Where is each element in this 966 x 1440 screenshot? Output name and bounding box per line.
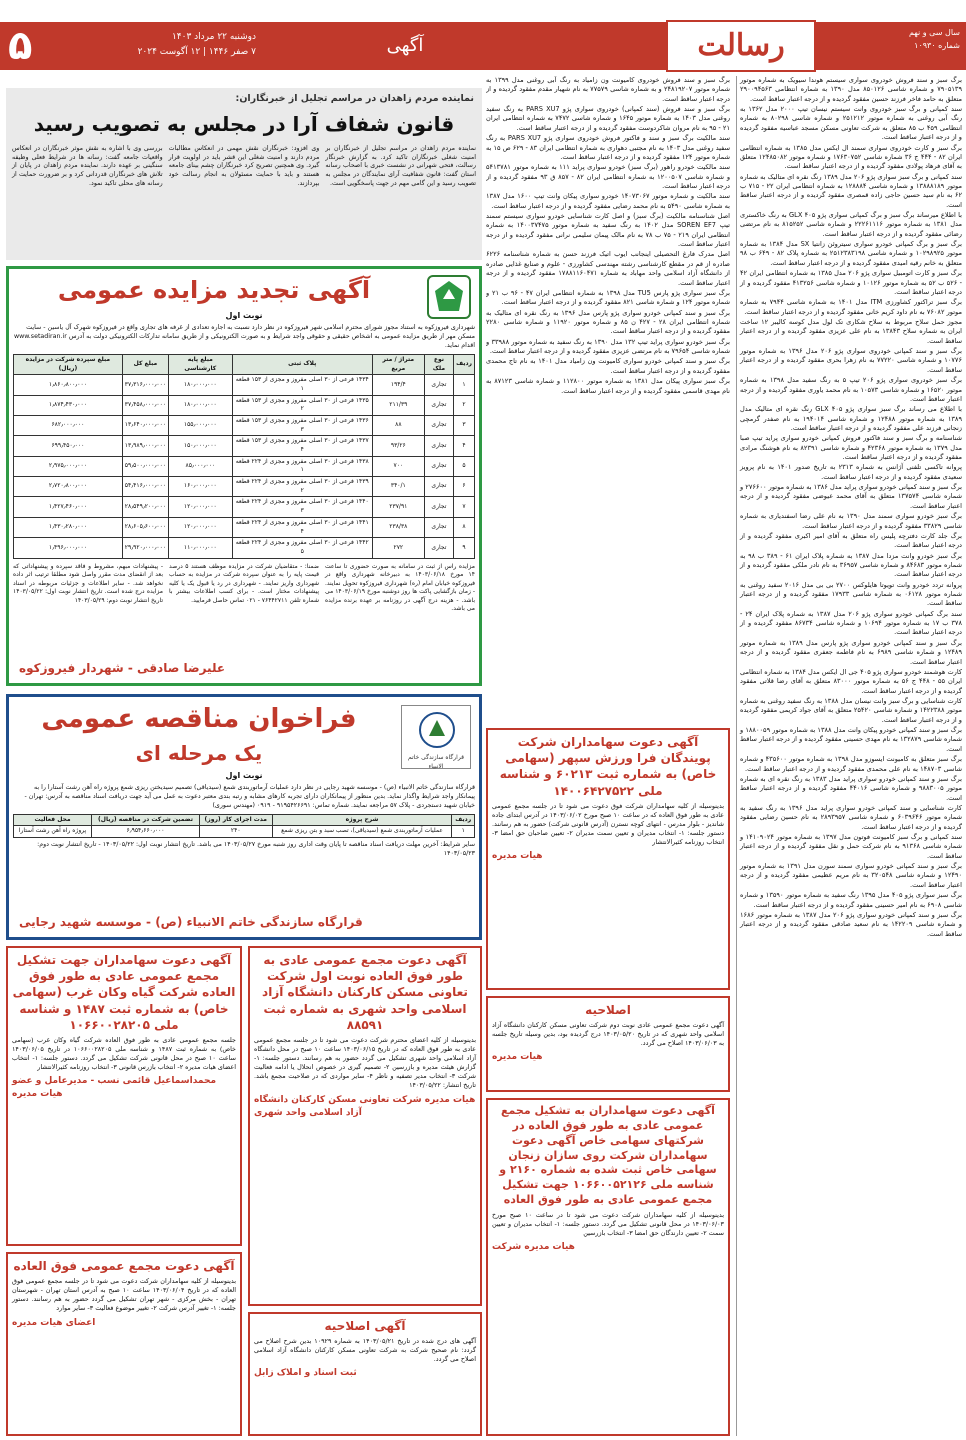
auction-table-cell: ۱۴۳۶ فرعی از ۳۰ اصلی مفروز و مجزی از ۱۵۳ قطعه ۳ xyxy=(232,415,372,435)
auction-notice xyxy=(6,266,482,686)
auction-table-cell: ۱۴۴۰ فرعی از ۳۰ اصلی مفروز و مجزی از ۲۲۴ قطعه ۳ xyxy=(232,497,372,517)
tender-table-cell: عملیات آرماتوربندی شمع (سیدیاقی)، تصب سبد و بتن ریزی شمع xyxy=(272,826,452,838)
auction-table-header: مبلغ کل xyxy=(122,354,168,374)
auction-table-cell: ۱۵۰٫۰۰۰٫۰۰۰ xyxy=(169,436,232,456)
classified-notice: سند کمپانی و برگ سبز کامیونت فوتون مدل ۱۳۹۷ به شماره موتور ۱۴۱۰۹۰۲۴ و شماره شاسی ۹۱۳۶۸ به نام شرکت حمل و نقل مفقود گردیده و از درجه اعتبار ساقط است. xyxy=(740,833,962,860)
auction-table-cell: تجاری xyxy=(424,415,453,435)
auction-table-cell: ۱ xyxy=(454,375,475,395)
classified-notice: برگ سبز و سند کمپانی خودرو سواری سمند سورن مدل ۱۳۹۱ به شماره موتور ۱۲۴۹۰ و شماره شاسی ۳۲۰۵۴۸ به نام مریم عظیمی مفقود گردیده و از درجه اعتبار ساقط است. xyxy=(740,862,962,889)
classified-notice: برگ سبز و کارت اتومبیل سواری پژو ۲۰۶ مدل ۱۳۸۵ به شماره انتظامی ایران ۴۲ - ۵۲۶ ب ۵۲ به شماره موتور ۱۰۱۲۶ و شماره شاسی ۴۱۳۲۵۶ مفقود گردیده و از درجه اعتبار ساقط است. xyxy=(740,269,962,296)
page-number: ۵ xyxy=(8,23,33,69)
auction-table-cell: ۷ xyxy=(454,497,475,517)
classified-notice: برگ سبز خودرو سواری پراید تیپ ۱۳۲ مدل ۱۳۹۰ به رنگ سفید به شماره موتور ۳۳۹۸۸ و شماره شاسی ۷۹۶۵۴ به نام مرتضی عزیزی مفقود گردیده و از درجه اعتبار ساقط است. xyxy=(486,337,730,356)
auction-table-cell: ۱۶۰٫۰۰۰٫۰۰۰ xyxy=(169,477,232,497)
auction-table-header: متراژ / متر مربع xyxy=(372,354,424,374)
auction-table-header: ردیف xyxy=(454,354,475,374)
article-column: نماینده مردم زاهدان در مراسم تجلیل از خبرنگاران بر امنیت شغلی خبرنگاران تاکید کرد. به گزارش خبرنگار رسالت، فتحی شهرانی در نشست خبری با اصحاب رسانه استان گفت: قانون شفافیت آرای نمایندگان در مجلس به تصویب رسید و این گامی مهم در جهت پاسخگویی است. xyxy=(325,144,476,188)
article-column: وی افزود: خبرنگاران نقش مهمی در انعکاس مطالبات مردم دارند و امنیت شغلی این قشر باید در اولویت قرار گیرد. وی همچنین تصریح کرد خبرنگاران چشم بینای جامعه هستند و باید با حمایت مسئولان به انجام رسالت خود بپردازند. xyxy=(168,144,320,188)
classified-notice: برگ سبز و سند کمپانی خودرو سواری پراید مدل ۱۳۸۳ به رنگ نقره ای به شماره موتور ۹۸۸۳۰۰۵ و شماره شاسی ۴۴۰۱۶ مفقود گردیده و از درجه اعتبار ساقط است. xyxy=(740,774,962,802)
classified-notice: برگ سبز سواری پیکان مدل ۱۳۸۱ به شماره موتور ۱۱۲۸۰۰ و شماره شاسی ۸۷۱۲۳ به نام مهدی قاسمی مفقود گردیده و از درجه اعتبار ساقط است. xyxy=(486,377,730,395)
classified-notice: با اطلاع میرساند برگ سبز و برگ کمپانی سواری پژو ۴۰۵ GLX به رنگ خاکستری مدل ۱۳۸۱ به شماره موتور ۲۲۲۶۱۱۱۶ و شماره شاسی ۸۱۵۲۵۲ به نام مرتضی رضائی مفقود گردیده و از درجه اعتبار ساقط است. xyxy=(740,211,962,238)
auction-table-cell: ۸ xyxy=(454,517,475,537)
auction-table-cell: ۵۹٫۵۰۰٫۰۰۰٫۰۰۰ xyxy=(122,456,168,476)
auction-table-row xyxy=(14,456,475,476)
ad-zanjan-road xyxy=(486,1098,730,1436)
auction-table-cell: ۱۴۳۸ فرعی از ۳۰ اصلی مفروز و مجزی از ۲۲۴ قطعه ۱ xyxy=(232,456,372,476)
auction-table-cell: ۱۳٫۹۸۹٫۰۰۰٫۰۰۰ xyxy=(122,436,168,456)
masthead-date-block xyxy=(8,24,258,68)
tender-round: نوبت اول xyxy=(225,770,263,780)
ad-body: بدینوسیله از کلیه سهامداران شرکت فوق دعوت می شود تا در جلسه مجمع عمومی عادی به طور فوق العاده که در ساعت ۱۰ صبح مورخ ۱۴۰۳/۰۶/۰۲ در آدرس ابتدای جاده شاندیز - بلوار مدرس - انتهای کوچه نسترن (آدرس قانونی شرکت) حضور به هم رسانند. دستور جلسه: ۱- انتخاب مدیران و تعیین سمت مدیران ۲- تعیین صاحبان حق امضا ۳- انتخاب روزنامه کثیرالانتشار xyxy=(492,801,724,847)
tender-table-header: مدت اجرای کار (روز) xyxy=(199,814,272,826)
auction-table-cell: ۶۹۹٫۴۵۰٫۰۰۰ xyxy=(14,436,123,456)
date-line-1: دوشنبه ۲۲ مرداد ۱۴۰۳ xyxy=(171,32,256,42)
auction-table-cell: ۳۴۰/۱ xyxy=(372,477,424,497)
auction-table-row xyxy=(14,538,475,558)
auction-table-row xyxy=(14,517,475,537)
auction-note: - پیشنهادات مبهم، مشروط و فاقد سپرده و پیشنهاداتی که بعد از انقضای مدت مقرر واصل شود مطلقا ترتیب اثر داده نخواهد شد. - سایر اطلاعات و جزئیات مربوطه در اسناد مزایده درج شده است. تاریخ انتشار نوبت اول: ۱۴۰۳/۰۵/۲۲ تاریخ انتشار نوبت دوم: ۱۴۰۳/۰۵/۲۹ xyxy=(13,562,163,604)
auction-table-cell: ۱۱۰٫۰۰۰٫۰۰۰ xyxy=(169,538,232,558)
ad-title: آگهی دعوت سهامداران شرکت پویندگان فرا ورزش سپهر (سهامی خاص) به شماره ثبت ۶۰۲۱۳ و شناسه ملی ۱۴۰۰۶۴۲۷۵۲۲ xyxy=(499,735,717,798)
ad-signature: هیات مدیره xyxy=(492,851,543,862)
ad-extraordinary-meeting xyxy=(6,1252,242,1436)
tender-title: فراخوان مناقصه عمومی xyxy=(41,704,357,734)
auction-table-cell: ۸۵٫۰۰۰٫۰۰۰ xyxy=(169,456,232,476)
issue-info xyxy=(820,26,960,52)
classified-notice: سند برگ کمپانی خودرو سواری پژو ۲۰۶ مدل ۱۳۸۷ به شماره پلاک ایران ۲۴ - ۳۷۸ ب ۱۷ به شماره موتور ۱۰۶۹۴ و شماره شاسی ۸۶۷۳۴ مفقود گردیده و از درجه اعتبار ساقط است. xyxy=(740,609,962,637)
classified-notice: سند مالکیت برگ سبز و سند و فاکتور فروش خودروی سواری پژو PARS XU7 به رنگ سفید روغنی مدل ۱۴۰۳ به نام مجتبی دهواری به شماره انتظامی ایران ۸۳ - ۶۲۹ ص ۱۵ به شماره موتور ۱۲۴ مفقود گردیده و از درجه اعتبار ساقط است. xyxy=(486,134,730,161)
masthead xyxy=(0,0,966,74)
auction-table-cell: تجاری xyxy=(424,436,453,456)
ad-body: آگهی دعوت مجمع عمومی عادی نوبت دوم شرکت تعاونی مسکن کارکنان دانشگاه آزاد اسلامی واحد شهری که در تاریخ ۱۴۰۳/۰۵/۲۰ درج گردیده بود، بدین وسیله تاریخ جلسه به ۱۴۰۳/۰۶/۰۳ اصلاح می گردد. xyxy=(492,1021,724,1048)
classified-notice: برگ سبز و کارت خودروی سواری سمند ال ایکس مدل ۱۳۸۵ به شماره انتظامی ایران ۸۲ - ۴۴۴ ج ۳۶ شماره شاسی ۱۷۶۳۰۷۵۲ و شماره موتور ۱۲۴۸۵۰۸۲ متعلق به آقای فرهاد پولادی مفقود گردیده و از درجه اعتبار ساقط است. xyxy=(740,143,962,171)
auction-table-row xyxy=(14,497,475,517)
ad-body: جلسه مجمع عمومی عادی به طور فوق العاده شرکت گیاه وکان غرب (سهامی خاص) به شماره ثبت ۱۴۸۷ و شناسه ملی ۱۰۶۶۰۰۲۸۲۰۵ در تاریخ ۱۴۰۳/۰۶/۰۵ ساعت ۱۰ صبح در محل قانونی شرکت تشکیل می گردد. دستور جلسه: ۱- انتخاب اعضای هیات مدیره ۲- انتخاب بازرس قانونی ۳- انتخاب روزنامه کثیرالانتشار xyxy=(12,1035,236,1072)
auction-note: ضمنا: - متقاضیان شرکت در مزایده موظف هستند ۵ درصد قیمت پایه را به عنوان سپرده شرکت در مزایده به حساب شهرداری واریز نمایند. - شهرداری در رد یا قبول یک یا کلیه پیشنهادات مختار است. - برای کسب اطلاعات بیشتر با شماره تلفن ۷۶۴۴۲۷۱۱ - ۰۲۱ تماس حاصل فرمایید. xyxy=(169,562,319,604)
auction-table-cell: ۲۳۸/۳۸ xyxy=(372,517,424,537)
classified-notice: سند کمپانی و برگ سبز خودروی وانت سیستم نیسان تیپ ۲۰۰۰ مدل ۱۳۶۲ به رنگ آبی روغنی به شماره موتور ۲۵۱۲۱۲ و شماره شاسی ۸۰۲۹۸ به شماره انتظامی ۴۵۹ ب ۸۵ متعلق به شرکت تعاونی مسکن مسجد عباسیه مفقود گردیده و از درجه اعتبار ساقط است. xyxy=(740,105,962,142)
auction-table-header: مبلغ سپرده شرکت در مزایده (ریال) xyxy=(14,354,123,374)
auction-table-cell: تجاری xyxy=(424,456,453,476)
auction-signature: علیرضا صادقی - شهردار فیروزکوه xyxy=(19,660,226,675)
auction-table xyxy=(13,354,475,559)
ad-body: بدینوسیله از کلیه اعضای محترم شرکت دعوت می شود تا در جلسه مجمع عمومی عادی به طور فوق العاده که در تاریخ ۱۴۰۳/۰۶/۱۵ ساعت ۱۰ صبح در محل دانشگاه آزاد اسلامی واحد شهری تشکیل می گردد حضور به هم رسانند. دستور جلسه: ۱- گزارش هیئت مدیره و بازرسین ۲- تصمیم گیری در خصوص انحلال یا ادامه فعالیت شرکت ۳- انتخاب مدیر تصفیه و ناظر ۴- سایر مواردی که در صلاحیت مجمع باشد. تاریخ انتشار: ۱۴۰۳/۰۵/۲۲ xyxy=(254,1035,477,1090)
tender-table-header: شرح پروژه xyxy=(272,814,452,826)
auction-note: مزایده راس از ثبت در سامانه به صورت حضوری تا ساعت ۱۴ مورخ ۱۴۰۳/۰۶/۱۸ به دبیرخانه شهرداری واقع در فیروزکوه خیابان امام (ره) شهرداری فیروزکوه تحویل نمایند. - زمان بازگشایی پاکت ها روز دوشنبه مورخ ۱۴۰۳/۰۶/۱۹ می باشد. - هزینه درج آگهی در روزنامه بر عهده برنده مزایده می باشد. xyxy=(325,562,475,613)
ad-title: آگهی دعوت مجمع عمومی عادی به طور فوق العاده نوبت اول شرکت تعاونی مسکن کارکنان دانشگاه آزاد اسلامی واحد شهری به شماره ثبت ۸۸۵۹۱ xyxy=(262,953,468,1032)
auction-table-cell: ۱۴۳۷ فرعی از ۳۰ اصلی مفروز و مجزی از ۱۵۳ قطعه ۴ xyxy=(232,436,372,456)
classified-notice: شناسنامه و برگ سبز و سند فاکتور فروش کمپانی خودرو سواری پراید تیپ صبا مدل ۱۳۷۹ به شماره موتور ۴۲۳۶۸ و شماره شاسی ۸۲۳۹۱ به نام هوشنگ مرادی مفقود گردیده و از درجه اعتبار ساقط است. xyxy=(740,434,962,462)
ad-body: بدینوسیله از کلیه سهامداران شرکت دعوت می شود تا در جلسه مجمع عمومی فوق العاده که در تاریخ ۱۴۰۳/۰۶/۰۴ ساعت ۱۰ صبح به آدرس استان تهران - شهرستان تهران - بخش مرکزی - شهر تهران تشکیل می گردد حضور به هم رسانند. دستور جلسه: ۱- تغییر آدرس شرکت ۲- تغییر موضوع فعالیت ۳- سایر موارد xyxy=(12,1277,236,1313)
classified-notice: برگ سبز خودروی سواری پژو ۲۰۶ تیپ ۵ به رنگ سفید مدل ۱۳۹۸ به شماره موتور ۱۶۵۲۰ و شماره شاسی ۱۰۵۷۳ به نام محمد یاوری مفقود گردیده و از درجه اعتبار ساقط است. xyxy=(740,376,962,403)
auction-table-cell: ۵۴٫۴۱۶٫۰۰۰٫۰۰۰ xyxy=(122,477,168,497)
auction-table-cell: ۲۷۲ xyxy=(372,538,424,558)
ad-body: آگهی های درج شده در تاریخ ۱۴۰۳/۰۵/۲۱ به شماره ۱۰۹۲۹ بدین شرح اصلاح می گردد: نام صحیح شرکت به شرکت تعاونی مسکن کارکنان دانشگاه آزاد اسلامی اصلاح می گردد. xyxy=(254,1337,476,1364)
classified-notice: سند مالکیت خودرو راهور (برگ سبز) خودرو سواری پراید ۱۱۱ به شماره موتور ۵۴۱۳۷۸۱ و شماره شاسی ۱۲۰۰۵۰۷ به شماره انتظامی ایران ۸۲ - ۸۵۷ ق ۹۳ مفقود گردیده و از درجه اعتبار ساقط است. xyxy=(486,163,730,190)
auction-table-row xyxy=(14,415,475,435)
classified-notice: سند مالکیت و شماره موتور ۱۴۰۷۳۰۶۷ خودرو سواری پیکان وانت تیپ ۱۶۰۰ مدل ۱۳۸۷ به شماره شاسی ۵۴۹۰ به نام محمد رضایی مفقود گردیده و از درجه اعتبار ساقط است. xyxy=(486,192,730,210)
ad-body: بدینوسیله از کلیه سهامداران شرکت دعوت می شود تا در ساعت ۱۰ صبح مورخ ۱۴۰۳/۰۶/۰۳ در محل قانونی تشکیل می گردد. دستور جلسه: ۱- انتخاب مدیران و تعیین سمت ۲- تعیین دارندگان حق امضا ۳- انتخاب بازرسین xyxy=(492,1210,724,1238)
auction-intro: شهرداری فیروزکوه به استناد مجوز شورای محترم اسلامی شهر فیروزکوه در نظر دارد نسبت به اجاره تعدادی از غرفه های تجاری واقع در فیروزکوه شهرک آل یاسین - سایت مسکن مهر از طریق مزایده عمومی به اشخاص حقیقی و حقوقی واجد شرایط و به صورت الکترونیکی و از طریق سامانه تدارکات الکترونیکی دولت به آدرس www.setadiran.ir اقدام نماید. xyxy=(13,324,475,350)
auction-table-cell: ۲۳۷/۹۱ xyxy=(372,497,424,517)
masthead-dates xyxy=(66,30,256,60)
ad-signature: هیات مدیره xyxy=(492,1052,543,1063)
auction-table-cell: ۲۸٫۶۰۵٫۶۰۰٫۰۰۰ xyxy=(122,517,168,537)
tender-table-header: ردیف xyxy=(452,814,475,826)
tender-table xyxy=(13,814,475,838)
ad-title: آگهی دعوت سهامداران به تشکیل مجمع عمومی عادی به طور فوق العاده در شرکتهای سهامی خاص آگهی دعوت سهامداران شرکت روی سازان زنجان سهامی خاص ثبت شده به شماره ۲۱۶۰ و شناسه ملی ۱۰۶۶۰۰۵۲۱۲۶ جهت تشکیل مجمع عمومی عادی به طور فوق العاده xyxy=(499,1104,717,1207)
classifieds-middle-column xyxy=(486,76,730,841)
auction-table-row xyxy=(14,436,475,456)
tender-table-header: تضمین شرکت در مناقصه (ریال) xyxy=(92,814,200,826)
classified-notice: اصل شناسنامه مالکیت (برگ سبز) و اصل کارت شناسایی خودرو سواری سیستم سمند تیپ SOREN EF7 مدل ۱۴۰۲ به رنگ سفید به شماره موتور ۱۴۰۰۳۷۴۷۵ به شماره انتظامی ایران ۲۱۹ - ۷۵ ب ۷۸ به نام مالک پیمان سلیمی نرانی مفقود گردیده و از درجه اعتبار ساقط است. xyxy=(486,212,730,249)
auction-table-cell: ۶۸۲٫۰۰۰٫۰۰۰ xyxy=(14,415,123,435)
issue-number: شماره ۱۰۹۳۰ xyxy=(914,41,960,50)
ad-giah-vakan xyxy=(6,946,242,1246)
auction-table-cell: ۱۹۴/۴ xyxy=(372,375,424,395)
auction-table-row xyxy=(14,395,475,415)
classified-notice: برگ سبز خودرو وانت مزدا مدل ۱۳۸۷ به شماره پلاک ایران ۶۱ - ۳۸۹ ب ۹۸ به شماره موتور ۸۴۶۸۳ و شماره شاسی ۳۶۹۵۷ به نام نادر ملکی مفقود گردیده و از درجه اعتبار ساقط است. xyxy=(740,551,962,579)
auction-table-cell: ۳۷٫۳۱۶٫۰۰۰٫۰۰۰ xyxy=(122,375,168,395)
classified-notice: برگ سبز و سند فروش (سند کمپانی) خودروی سواری پژو PARS XU7 به رنگ سفید روغنی مدل ۱۴۰۳ به شماره موتور ۱۶۴۵ و شماره شاسی ۷۴۷۲ به شماره انتظامی ایران ۲۱ - ۹۵ به نام مروان شاکردوست مفقود گردیده و از درجه اعتبار ساقط است. xyxy=(486,105,730,132)
tender-table-cell: ۲۴۰ xyxy=(199,826,272,838)
classified-notice: کارت شناسایی و برگ سبز وانت نیسان مدل ۱۳۸۸ به رنگ سفید روغنی به شماره موتور ۱۴۲۲۳۸۸ و شماره شاسی ۲۵۴۲۰ متعلق به آقای جواد کریمی مفقود گردیده و از درجه اعتبار ساقط است. xyxy=(740,697,962,724)
auction-table-cell: ۲٫۹۷۵٫۰۰۰٫۰۰۰ xyxy=(14,456,123,476)
khatam-emblem-icon xyxy=(401,705,471,769)
classified-notice: برگ سبز و سند کمپانی خودرو سواری پژو پارس مدل ۱۳۹۶ به رنگ نقره ای متالیک به شماره انتظامی ایران ۲۸ - ۴۲۷ ن ۸۵ و شماره موتور ۱۱۹۲۰ و شماره شاسی ۲۲۸۰ مفقود گردیده و از درجه اعتبار ساقط است. xyxy=(486,308,730,336)
auction-table-cell: ۷۰۰ xyxy=(372,456,424,476)
emblem-caption: قرارگاه سازندگی خاتم الانبیاء xyxy=(407,754,464,770)
classified-notice: پروانه تردد خودرو وانت تویوتا هایلوکس ۲۷۰۰ بی بی مدل ۲۰۱۶ سفید روغنی به شماره موتور ۰۶۱۲۸ به شماره شاسی ۱۷۹۳۳ مفقود گردیده و از درجه اعتبار ساقط است. xyxy=(740,580,962,608)
auction-table-cell: ۲٫۷۲۰٫۸۰۰٫۰۰۰ xyxy=(14,477,123,497)
tender-signature: قرارگاه سازندگی خاتم الانبیاء (ص) - موسسه شهید رجایی xyxy=(19,914,363,929)
ad-signature: هیات مدیره شرکت تعاونی مسکن کارکنان دانشگاه آزاد اسلامی واحد شهری xyxy=(254,1094,476,1118)
article-subtitle: نماینده مردم زاهدان در مراسم تجلیل از خبرنگاران: xyxy=(235,93,474,104)
date-line-2: ۷ صفر ۱۴۴۶ | ۱۲ آگوست ۲۰۲۴ xyxy=(137,47,256,57)
auction-table-cell: ۱۲۰٫۰۰۰٫۰۰۰ xyxy=(169,517,232,537)
classified-notice: سند کمپانی و برگ سبز سواری پژو ۲۰۶ مدل ۱۳۸۹ رنگ نقره ای متالیک به شماره موتور ۱۳۸۸۸۱۸۹ و شماره شاسی ۱۲۸۸۸۴ به شماره انتظامی ایران ۲۲ - ۷۱۵ ب ۶۲ به نام سید حسین حاجی زاده قمصری مفقود گردیده و از درجه اعتبار ساقط است. xyxy=(740,172,962,209)
auction-table-cell: ۳۷٫۴۵۸٫۰۰۰٫۰۰۰ xyxy=(122,395,168,415)
classified-notice: برگ سبز و سند کمپانی خودرو سواری پژو پارس مدل ۱۳۸۹ به شماره موتور ۱۲۴۸۹ و شماره شاسی ۶۹۸۹ به نام فاطمه جعفری مفقود گردیده و از درجه اعتبار ساقط است. xyxy=(740,638,962,666)
auction-table-row xyxy=(14,477,475,497)
auction-table-cell: ۱٫۸۷۴٫۴۳۰٫۰۰۰ xyxy=(14,395,123,415)
ad-signature: ثبت اسناد و املاک زابل xyxy=(254,1368,357,1379)
auction-table-cell: ۱۴۳۴ فرعی از ۳۰ اصلی مفروز و مجزی از ۱۵۳ قطعه ۱ xyxy=(232,375,372,395)
auction-table-cell: تجاری xyxy=(424,375,453,395)
auction-table-cell: ۹ xyxy=(454,538,475,558)
auction-table-cell: تجاری xyxy=(424,538,453,558)
auction-table-header: نوع ملک xyxy=(424,354,453,374)
classified-notice: برگ سبز و سند کمپانی خودروی سواری پژو ۲۰۶ مدل ۱۳۹۶ به شماره موتور ۱۰۷۷۶ و شماره شاسی ۷۷۲۲۰ به نام زهرا بحری مفقود گردیده و از درجه اعتبار ساقط است. xyxy=(740,347,962,374)
tender-table-cell: ۱ xyxy=(452,826,475,838)
tender-footer: سایر شرایط: آخرین مهلت دریافت اسناد مناقصه تا پایان وقت اداری روز شنبه مورخ ۱۴۰۳/۰۵/۲۷ می باشد. تاریخ انتشار نوبت اول: ۱۴۰۳/۰۵/۲۲ - تاریخ انتشار نوبت دوم: ۱۴۰۳/۰۵/۲۳ xyxy=(37,841,475,857)
ad-title: آگهی دعوت سهامداران جهت تشکیل مجمع عمومی عادی به طور فوق العاده شرکت گیاه وکان غرب (سهامی خاص) به شماره ثبت ۱۴۸۷ و شناسه ملی ۱۰۶۶۰۰۲۸۲۰۵ xyxy=(12,953,236,1032)
auction-table-cell: ۱٫۴۳۰٫۲۸۰٫۰۰۰ xyxy=(14,517,123,537)
auction-table-cell: ۱۴۳۹ فرعی از ۳۰ اصلی مفروز و مجزی از ۲۲۴ قطعه ۲ xyxy=(232,477,372,497)
municipality-emblem-icon xyxy=(427,275,471,319)
classified-notice: برگ سبز و برگ کمپانی خودرو سواری سیتروئن زانتیا SX مدل ۱۳۸۴ به شماره موتور ۱۰۲۹۸۹۲۵ و شماره شاسی ۲۵۱۲۳۸۳۱۹۸ به شماره پلاک ۸۲ - ۶۴۹ ب ۹۸ متعلق به خانم رقیه امیدی مفقود گردیده و از درجه اعتبار ساقط است. xyxy=(740,240,962,267)
auction-table-row xyxy=(14,375,475,395)
article-body xyxy=(6,145,482,189)
issue-year: سال سی و نهم xyxy=(908,28,960,37)
auction-table-cell: ۶ xyxy=(454,477,475,497)
classified-notice: کارت هوشمند خودرو سواری پژو ۴۰۵ جی ال ایکس مدل ۱۳۸۴ به شماره انتظامی ایران ۵۵ - ۴۴۸ ج ۵۶ به شماره موتور ۸۳۰۰۰ متعلق به آقای رضا قلاتی مفقود گردیده و از درجه اعتبار ساقط است. xyxy=(740,667,962,695)
tender-intro: قرارگاه سازندگی خاتم الانبیاء (ص) - موسسه شهید رجایی در نظر دارد عملیات آرماتوربندی شمع (سیدیاقی) تصمیم سیدیختن ریزی شمع پروژه راه آهن رشت آستارا را به پیمانکار واجد شرایط واگذار نماید. بدین منظور از پیمانکاران دارای تجربه کارهای مشابه و رتبه بندی معتبر دعوت به عمل می آید جهت دریافت اسناد مناقصه به آدرس: تهران - خیابان شهید دستجردی - پلاک ۵۷ مراجعه نمایند. شماره تماس: ۹۱۹۵۴۲۶۶۹۱ - ۰۹۱۹ (مهندس سوری) xyxy=(24,784,475,809)
auction-table-cell: ۹۳/۲۶ xyxy=(372,436,424,456)
classified-notice: برگ سبز و سند کمپانی خودرو پیکان وانت مدل ۱۳۸۸ به شماره موتور ۱۸۸۰۰۵۹ و شماره شاسی ۱۳۲۸۷۹ به نام مهدی حسینی مفقود گردیده و از درجه اعتبار ساقط است. xyxy=(740,726,962,753)
auction-table-cell: ۱۸۰٫۰۰۰٫۰۰۰ xyxy=(169,375,232,395)
ad-signature: محمداسماعیل قائمی نسب - مدیرعامل و عضو هیات مدیره xyxy=(12,1076,217,1100)
auction-table-cell: ۱٫۴۲۷٫۴۶۰٫۰۰۰ xyxy=(14,497,123,517)
ad-title: آگهی دعوت مجمع عمومی فوق العاده xyxy=(13,1259,235,1273)
auction-table-cell: ۱۸۰٫۰۰۰٫۰۰۰ xyxy=(169,395,232,415)
auction-table-header: مبلغ پایه کارشناسی xyxy=(169,354,232,374)
auction-table-cell: ۱۴۴۲ فرعی از ۳۰ اصلی مفروز و مجزی از ۲۲۴ قطعه ۵ xyxy=(232,538,372,558)
tender-notice xyxy=(6,694,482,940)
ad-poyandegan xyxy=(486,728,730,990)
tender-table-header: محل فعالیت xyxy=(14,814,92,826)
auction-table-cell: ۲۸٫۵۴۹٫۲۰۰٫۰۰۰ xyxy=(122,497,168,517)
auction-table-cell: ۴ xyxy=(454,436,475,456)
newspaper-logo: رسالت xyxy=(666,20,816,72)
classified-notice: برگ سبز تراکتور کشاورزی ITM مدل ۱۴۰۱ به شماره شاسی ۷۹۴۴ به شماره موتور ۷۶۰۸۲ به نام داود کریم خانی مفقود گردیده و از درجه اعتبار ساقط است. xyxy=(740,298,962,316)
news-article xyxy=(6,88,482,260)
classified-notice: با اطلاع می رساند برگ سبز سواری پژو ۴۰۵ GLX رنگ نقره ای متالیک مدل ۱۳۸۹ به شماره موتور ۱۲۴۸۸ و شماره شاسی ۱۹۴۰۱۴ به نام صفدر گرمچی زنجانی فرزند علی مفقود گردیده و از درجه اعتبار ساقط است. xyxy=(740,405,962,432)
auction-table-cell: ۱۳٫۶۴۰٫۰۰۰٫۰۰۰ xyxy=(122,415,168,435)
section-title: آگهی xyxy=(386,35,424,56)
classified-notice: برگ سبز و سند فروش خودروی سواری سیستم هوندا سیویک به شماره موتور ۷۹۰۵۱۳۹ و شماره شاسی ۸۵۰۱۲۶ مدل ۱۳۹۰ به شماره انتظامی ۲۹۰۰۹۴۵۶۳ متعلق به حامد فاخر فرزند حسین مفقود گردیده و از درجه اعتبار ساقط است. xyxy=(740,76,962,103)
ad-taavoni xyxy=(248,946,482,1306)
article-column: بررسی وی با اشاره به نقش موثر خبرنگاران در انعکاس واقعیات جامعه گفت: رسانه ها در شرایط فعلی وظیفه سنگینی بر عهده دارند. نماینده مردم زاهدان در پایان از تلاش های خبرنگاران قدردانی کرد و بر ضرورت حمایت از رسانه های محلی تاکید نمود. xyxy=(11,144,163,188)
classified-notice: برگ سبز و سند فروش خودروی کامیونت ون زامیاد به رنگ آبی روغنی مدل ۱۳۹۹ به شماره موتور ۲۴۸۱۹۲۰۷ و به شماره شاسی ۷۷۵۷۹ به نام شهیار مقدم مفقود گردیده و از درجه اعتبار ساقط است. xyxy=(486,76,730,103)
article-title: قانون شفاف آرا در مجلس به تصویب رسید xyxy=(33,111,455,136)
classified-notice: پروانه تاکسی تلفنی آژانس به شماره ۲۳۱۳ به تاریخ صدور ۱۴۰۱ به نام پرویز سعیدی مفقود گردیده و از درجه اعتبار ساقط است. xyxy=(740,463,962,481)
auction-table-cell: ۱۴۳۵ فرعی از ۳۰ اصلی مفروز و مجزی از ۱۵۳ قطعه ۲ xyxy=(232,395,372,415)
auction-table-cell: ۲۹٫۹۲۰٫۰۰۰٫۰۰۰ xyxy=(122,538,168,558)
tender-table-cell: پروژه راه آهن رشت آستارا xyxy=(14,826,92,838)
tender-subtitle: یک مرحله ای xyxy=(135,740,263,765)
ad-signature: هیات مدیره شرکت xyxy=(492,1242,575,1253)
auction-table-cell: تجاری xyxy=(424,395,453,415)
auction-table-cell: ۳ xyxy=(454,415,475,435)
auction-table-cell: ۲۱۱/۳۹ xyxy=(372,395,424,415)
auction-notes xyxy=(13,563,475,614)
auction-table-cell: ۱۴۴۱ فرعی از ۳۰ اصلی مفروز و مجزی از ۲۲۴ قطعه ۴ xyxy=(232,517,372,537)
classified-notice: برگ سبز متعلق به کامیونت ایسوزو مدل ۱۳۹۸ به شماره موتور ۴۳۵۶۰۰ و شماره شاسی ۱۴۸۷۰۳ به نام علی محمدی مفقود گردیده و از درجه اعتبار ساقط است. xyxy=(740,755,962,773)
classified-notice: برگ سبز سواری پژو ۴۰۵ مدل ۱۳۹۵ رنگ سفید به شماره موتور ۱۳۵۹۰ و شماره شاسی ۶۹۰۸ به نام امیر حسینی مفقود گردیده و از درجه اعتبار ساقط است. xyxy=(740,891,962,909)
auction-table-cell: ۱٫۴۹۶٫۰۰۰٫۰۰۰ xyxy=(14,538,123,558)
ad-title: اصلاحیه xyxy=(585,1003,631,1017)
classified-notice: اصل مدرک فارغ التحصیلی اینجانب ایوب اتیک فرزند حسن به شماره شناسنامه ۶۲۲۶ صادره از قم در مقطع کارشناسی رشته مهندسی کشاورزی - علوم و صنایع غذایی صادره از دانشگاه آزاد اسلامی واحد مهاباد به شماره ۱۷۸۸۱۱۶۰۴۷۱ مفقود گردیده و از درجه اعتبار ساقط است. xyxy=(486,250,730,287)
classified-notice: مجوز حمل سلاح مربوط به سلاح شکاری تک لول مدل کوسه کالیبر ۱۲ ساخت ایران به شماره سلاح ۱۳۸۴۳ به نام علی عزیزی مفقود گردیده و از درجه اعتبار ساقط است. xyxy=(740,317,962,345)
classified-notice: برگ سبز سواری پژو پارس TU5 مدل ۱۳۹۸ به شماره انتظامی ایران ۴۷ - ۹۶ ب ۲۱ و شماره موتور ۱۲۴ و شماره شاسی ۸۲۱ مفقود گردیده و از درجه اعتبار ساقط است. xyxy=(486,288,730,307)
classified-notice: برگ سبز و سند کمپانی خودرو سواری پژو ۲۰۶ مدل ۱۳۸۷ به شماره موتور ۱۶۸۶ و شماره شاسی ۱۴۲۲۰۹ به نام سعید صادقی مفقود گردیده و از درجه اعتبار ساقط است. xyxy=(740,910,962,938)
auction-table-cell: ۱٫۸۶۰٫۸۰۰٫۰۰۰ xyxy=(14,375,123,395)
ad-signature: اعضای هیات مدیره xyxy=(12,1317,96,1328)
auction-table-cell: ۱۲۰٫۰۰۰٫۰۰۰ xyxy=(169,497,232,517)
classified-notice: برگ سبز و سند کمپانی خودرو سواری کامیونت ون زامیاد مدل ۱۴۰۱ به نام تاج محمدی مفقود گردیده و از درجه اعتبار ساقط است. xyxy=(486,357,730,375)
auction-table-cell: ۱۵۵٫۰۰۰٫۰۰۰ xyxy=(169,415,232,435)
auction-table-cell: تجاری xyxy=(424,477,453,497)
ad-correction-2 xyxy=(248,1312,482,1436)
ad-correction-1 xyxy=(486,996,730,1092)
auction-table-cell: تجاری xyxy=(424,497,453,517)
classified-notice: کارت شناسایی و سند کمپانی خودرو سواری پراید مدل ۱۳۹۶ به رنگ سفید به شماره موتور ۶۰۳۹۶۴۶ و شماره شاسی ۲۸۹۳۹۵۷ به نام حسین رضایی مفقود گردیده و از درجه اعتبار ساقط است. xyxy=(740,803,962,831)
auction-table-cell: ۵ xyxy=(454,456,475,476)
auction-table-cell: تجاری xyxy=(424,517,453,537)
ad-title: آگهی اصلاحیه xyxy=(324,1319,406,1333)
classified-notice: برگ جلد کارت دفترچه پلیس راه متعلق به آقای امیر اکبری مفقود گردیده و از درجه اعتبار ساقط است. xyxy=(740,531,962,550)
auction-table-header: پلاک ثبتی xyxy=(232,354,372,374)
auction-table-cell: ۲ xyxy=(454,395,475,415)
classified-notice: برگ سبز و سند کمپانی خودرو سواری پراید مدل ۱۳۸۶ به شماره موتور ۲۷۶۶۰۰ و شماره شاسی ۱۳۷۵۷۴ متعلق به آقای محمد عیوضی مفقود گردیده و از درجه اعتبار ساقط است. xyxy=(740,483,962,510)
classifieds-right-column xyxy=(736,76,962,1436)
auction-round: نوبت اول xyxy=(225,310,263,320)
auction-table-cell: ۸۸ xyxy=(372,415,424,435)
tender-table-cell: ۶٫۹۵۴٫۶۶۰٫۰۰۰ xyxy=(92,826,200,838)
classified-notice: برگ سبز خودرو سواری سمند مدل ۱۳۹۰ به نام علی رضا اسفندیاری به شماره شاسی ۳۳۸۲۹ مفقود گردیده و از درجه اعتبار ساقط است. xyxy=(740,512,962,530)
auction-title: آگهی تجدید مزایده عمومی xyxy=(57,276,371,304)
